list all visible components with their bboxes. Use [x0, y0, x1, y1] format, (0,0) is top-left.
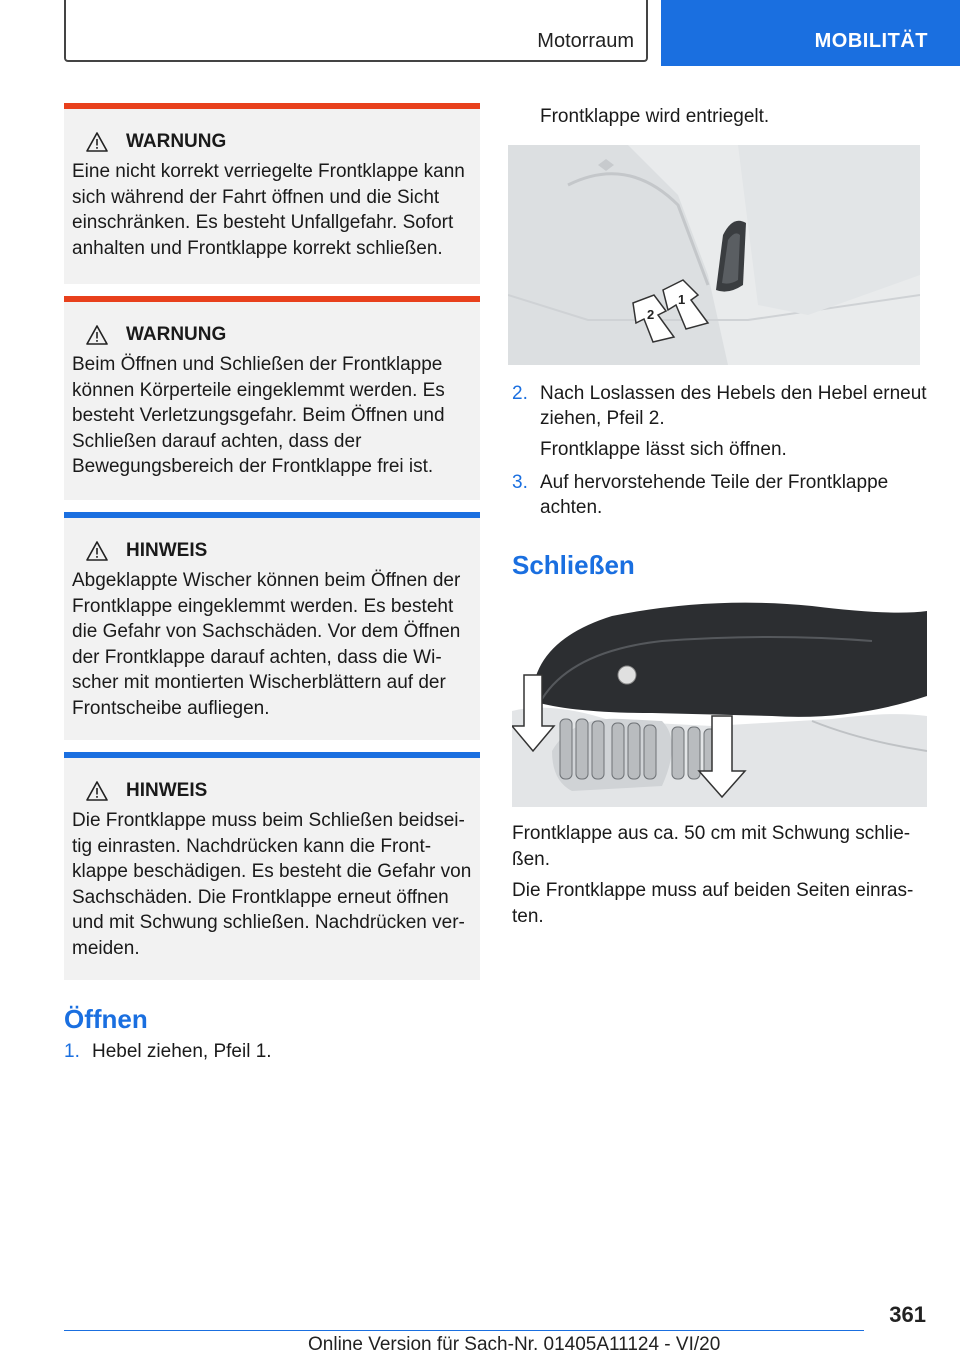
note-box [64, 512, 480, 740]
chapter-title: MOBILITÄT [814, 30, 928, 52]
footer-divider [64, 1330, 864, 1331]
header-section-tab [64, 0, 648, 62]
header-chapter-tab [661, 0, 960, 66]
paragraph: Frontklappe aus ca. 50 cm mit Schwung schließen. [512, 823, 911, 870]
warning-box [64, 296, 480, 500]
box-text: Eine nicht korrekt verriegelte Frontklappe kann sich während der Fahrt öffnen und die Sicht einschränken. Es besteht Unfallgefahr. Sofort anhalten und Frontklappe korrekt schließen. [72, 161, 465, 259]
page-number: 361 [889, 1302, 926, 1327]
warning-triangle-icon [86, 132, 108, 152]
box-title: WARNUNG [126, 324, 227, 345]
heading-open: Öffnen [64, 1004, 148, 1034]
step-item [512, 470, 928, 520]
step-number: 1. [64, 1041, 80, 1062]
box-title: HINWEIS [126, 780, 208, 801]
box-title: WARNUNG [126, 131, 227, 152]
figure-closing-hood [512, 601, 927, 807]
footer-online-version: Online Version für Sach-Nr. 01405A11124 - VI/20 [308, 1334, 721, 1355]
step-number: 2. [512, 383, 528, 404]
step-item [512, 381, 928, 431]
heading-close: Schließen [512, 550, 635, 580]
section-title: Motorraum [537, 30, 634, 52]
box-text: Die Frontklappe muss beim Schließen beidseitig einrasten. Nachdrücken kann die Frontklappe beschädigen. Es besteht die Gefahr von Sachschäden. Die Frontklappe erneut öffnen und mit Schwung schließen. Nachdrücken vermeiden. [72, 810, 472, 959]
figure-release-lever [508, 145, 920, 365]
step-result: Frontklappe wird entriegelt. [540, 106, 770, 127]
note-box [64, 752, 480, 980]
step-number: 3. [512, 472, 528, 493]
warning-box [64, 103, 480, 284]
box-title: HINWEIS [126, 540, 208, 561]
left-column [64, 103, 480, 1064]
arrow-label-2: 2 [647, 307, 655, 322]
paragraph: Die Frontklappe muss auf beiden Seiten einrasten. [512, 880, 914, 927]
warning-triangle-icon [86, 325, 108, 345]
right-column [512, 100, 928, 929]
box-text: Beim Öffnen und Schließen der Frontklappe können Körperteile eingeklemmt werden. Es besteht Verletzungsgefahr. Beim Öffnen und Schließen darauf achten, dass der Bewegungsbereich der Frontklappe frei ist. [72, 354, 445, 477]
warning-triangle-icon [86, 781, 108, 801]
step-result: Frontklappe lässt sich öffnen. [540, 439, 787, 460]
release-lever-illustration [508, 145, 920, 365]
box-text: Abgeklappte Wischer können beim Öffnen der Frontklappe eingeklemmt werden. Es besteht die Gefahr von Sachschäden. Vor dem Öffnen der Frontklappe darauf achten, dass die Wischer mit montierten Wischerblättern auf der Frontscheibe aufliegen. [72, 570, 461, 719]
arrow-label-1: 1 [678, 292, 686, 307]
step-text: Hebel ziehen, Pfeil 1. [92, 1041, 272, 1062]
step-text: Auf hervorstehende Teile der Frontklappe achten. [540, 472, 889, 518]
step-item [64, 1039, 480, 1064]
warning-triangle-icon [86, 541, 108, 561]
step-text: Nach Loslassen des Hebels den Hebel erneut ziehen, Pfeil 2. [540, 383, 927, 429]
closing-hood-illustration [512, 601, 927, 807]
